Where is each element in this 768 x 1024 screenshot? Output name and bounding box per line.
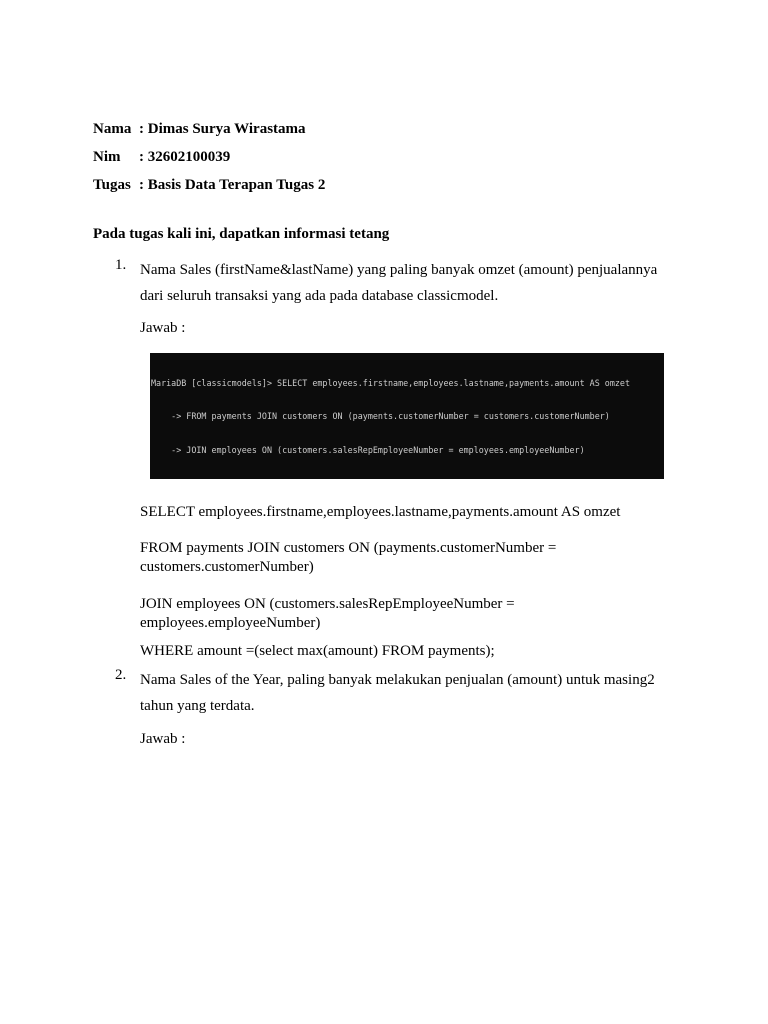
nama-value: : Dimas Surya Wirastama <box>139 120 306 137</box>
tugas-value: : Basis Data Terapan Tugas 2 <box>139 176 326 193</box>
sql-line-where: WHERE amount =(select max(amount) FROM payments); <box>140 643 495 659</box>
identity-row-nama <box>93 115 325 143</box>
sql-line-join: JOIN employees ON (customers.salesRepEmployeeNumber = employees.employeeNumber) <box>140 596 515 631</box>
nim-label: Nim <box>93 148 121 165</box>
identity-block <box>93 115 325 199</box>
question-text: Nama Sales (firstName&lastName) yang paling banyak omzet (amount) penjualannya dari seluruh transaksi yang ada pada database classicmodel. <box>140 262 658 304</box>
identity-row-nim <box>93 143 325 171</box>
terminal-line: MariaDB [classicmodels]> SELECT employees.firstname,employees.lastname,payments.amount AS omzet <box>151 377 631 388</box>
identity-row-tugas <box>93 171 325 199</box>
sql-line-from: FROM payments JOIN customers ON (payments.customerNumber = customers.customerNumber) <box>140 540 557 575</box>
question-text: Nama Sales of the Year, paling banyak melakukan penjualan (amount) untuk masing2 tahun yang terdata. <box>140 672 655 714</box>
nim-value: : 32602100039 <box>139 148 231 165</box>
question-number: 2. <box>115 667 127 683</box>
answer-label: Jawab : <box>140 731 186 747</box>
sql-line-select: SELECT employees.firstname,employees.lastname,payments.amount AS omzet <box>140 504 621 520</box>
intro-heading: Pada tugas kali ini, dapatkan informasi tetang <box>93 226 390 242</box>
terminal-line: -> JOIN employees ON (customers.salesRepEmployeeNumber = employees.employeeNumber) <box>151 445 585 456</box>
terminal-screenshot <box>150 353 664 479</box>
nama-label: Nama <box>93 120 132 137</box>
answer-label: Jawab : <box>140 320 186 336</box>
terminal-line: -> FROM payments JOIN customers ON (payments.customerNumber = customers.customerNumber) <box>151 411 610 422</box>
tugas-label: Tugas <box>93 176 131 193</box>
question-number: 1. <box>115 257 127 273</box>
